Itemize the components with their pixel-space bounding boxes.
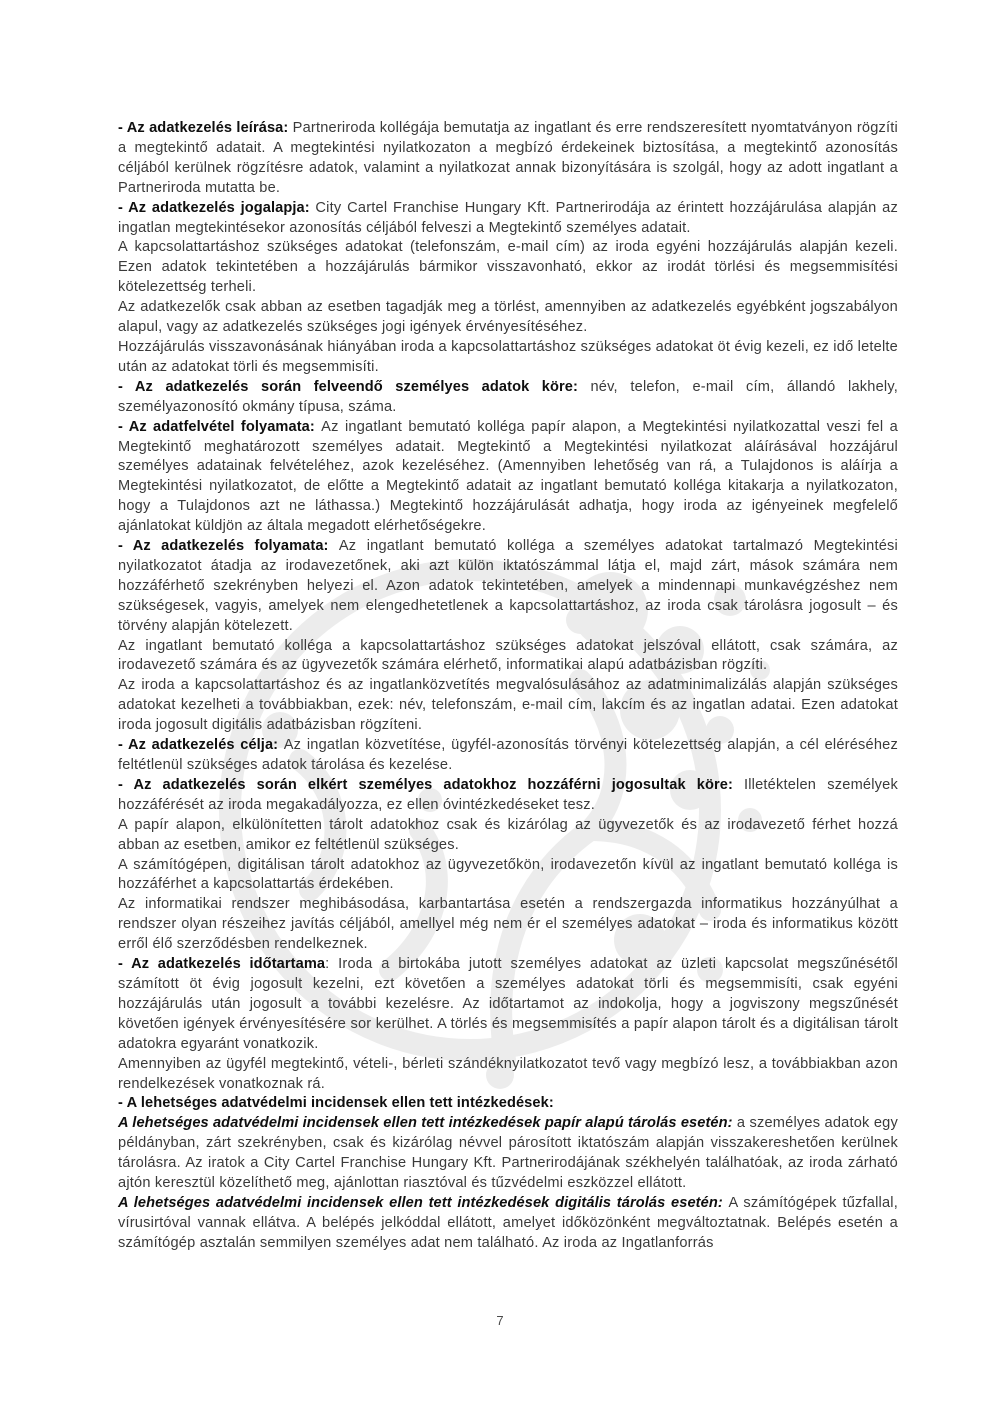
paragraph — [118, 338, 898, 378]
text-run: Hozzájárulás visszavonásának hiányában iroda a kapcsolattartáshoz szükséges adatokat öt évig kezeli, ez idő letelte után az adatokat törli és megsemmisíti. — [118, 338, 898, 375]
paragraph — [118, 637, 898, 677]
paragraph — [118, 676, 898, 736]
paragraph — [118, 1114, 898, 1194]
paragraph — [118, 895, 898, 955]
paragraph — [118, 955, 898, 1055]
paragraph — [118, 119, 898, 199]
paragraph — [118, 856, 898, 896]
heading-run: - Az adatkezelés folyamata: — [118, 538, 339, 555]
paragraph — [118, 418, 898, 537]
heading-run: - Az adatkezelés során elkért személyes adatokhoz hozzáférni jogosultak köre: — [118, 776, 744, 793]
heading-run: - A lehetséges adatvédelmi incidensek ellen tett intézkedések: — [118, 1095, 554, 1112]
text-run: A számítógépen, digitálisan tárolt adatokhoz az ügyvezetőkön, irodavezetőn kívül az ingatlant bemutató kolléga is hozzáférhet a kapcsolattartás érdekében. — [118, 856, 898, 893]
document-body — [118, 119, 898, 1254]
text-run: A kapcsolattartáshoz szükséges adatokat (telefonszám, e-mail cím) az iroda egyéni hozzájárulás alapján kezeli. Ezen adatok tekintetében a hozzájárulás bármikor visszavonható, ekkor az irodát törlési és megsemmisítési kötelezettség terheli. — [118, 239, 898, 296]
paragraph — [118, 537, 898, 637]
text-run: City Cartel Franchise Hungary Kft. Partnerirodája az érintett hozzájárulása alapján az ingatlan megtekintésekor azonosítás céljából felveszi a Megtekintő személyes adatait. — [118, 199, 898, 236]
paragraph — [118, 1194, 898, 1254]
text-run: a személyes adatok egy példányban, zárt szekrényben, csak és kizárólag névvel párosított iktatószám alapján visszakereshetően kerülnek tárolásra. Az iratok a City Cartel Franchise Hungary Kft. Partnerirodájának székhelyén találhatóak, az iroda zárható ajtón keresztül közelíthető meg, ajánlottan riasztóval és tűzvédelmi eszközzel ellátott. — [118, 1115, 898, 1192]
text-run: Az adatkezelők csak abban az esetben tagadják meg a törlést, amennyiben az adatkezelés egyébként jogszabályon alapul, vagy az adatkezelés szükséges jogi igények érvényesítéséhez. — [118, 299, 898, 336]
paragraph — [118, 378, 898, 418]
paragraph — [118, 1094, 898, 1114]
heading-run: - Az adatkezelés jogalapja: — [118, 199, 316, 216]
heading-run: - Az adatfelvétel folyamata: — [118, 418, 322, 435]
text-run: Az ingatlant bemutató kolléga a kapcsolattartáshoz szükséges adatokat jelszóval ellátott, csak számára, az irodavezető számára és az ügyvezetők számára elérhető, informatikai alapú adatbázisban rögzíti. — [118, 637, 898, 674]
text-run: Az ingatlan közvetítése, ügyfél-azonosítás törvényi kötelezettség alapján, a cél eléréséhez feltétlenül szükséges adatok tárolása és kezelése. — [118, 737, 898, 773]
page-number: 7 — [496, 1313, 504, 1328]
paragraph — [118, 816, 898, 856]
text-run: Az ingatlant bemutató kolléga papír alapon, a Megtekintési nyilatkozattal veszi fel a Megtekintő meghatározott személyes adatait. Megtekintő a Megtekintési nyilatkozat aláírásával hozzájárul személyes adatainak felvételéhez, azok kezeléséhez. (Amennyiben lehetőség van rá, a Tulajdonos is aláírja a Megtekintési nyilatkozatot, de előtte a Megtekintő adatait az ingatlant bemutató kolléga kitakarja a nyilatkozaton, hogy a Tulajdonos azt ne láthassa.) Megtekintő hozzájárulását adhatja, hogy iroda az igényeinek megfelelő ajánlatokat küldjön az általa megadott elérhetőségekre. — [118, 418, 898, 535]
text-run: Partneriroda kollégája bemutatja az ingatlant és erre rendszeresített nyomtatványon rögzíti a megtekintő adatait. A megtekintési nyilatkozaton a megbízó érdekeinek biztosítása, a megtekintő azonosítás céljából kerülnek rögzítésre adatok, valamint a nyilatkozat annak bizonyítására is szolgál, hogy az adott ingatlant a Partneriroda mutatta be. — [118, 120, 898, 196]
paragraph — [118, 298, 898, 338]
heading-run: A lehetséges adatvédelmi incidensek ellen tett intézkedések digitális tárolás esetén: — [118, 1194, 729, 1211]
text-run: Amennyiben az ügyfél megtekintő, vételi-, bérleti szándéknyilatkozatot tevő vagy megbízó lesz, a továbbiakban azon rendelkezések vonatkoznak rá. — [118, 1055, 898, 1092]
heading-run: - Az adatkezelés célja: — [118, 737, 284, 754]
text-run: : Iroda a birtokába jutott személyes adatokat az üzleti kapcsolat megszűnésétől számított öt évig jogosult kezelni, ezt követően a személyes adatokat törli és megsemmisíti, csak egyéni hozzájárulás után jogosult a további kezelésre. Az időtartamot az indokolja, hogy a jogviszony megszűnését követően igények érvényesítésére sor kerülhet. A törlés és megsemmisítés a papír alapon tárolt és a digitálisan tárolt adatokra egyaránt vonatkozik. — [118, 956, 898, 1052]
text-run: Az informatikai rendszer meghibásodása, karbantartása esetén a rendszergazda informatikus hozzányúlhat a rendszer olyan részeihez javítás céljából, amellyel még nem ér el személyes adatokat – iroda és informatikus között erről élő szerződésben rendelkeznek. — [118, 896, 898, 953]
paragraph — [118, 736, 898, 776]
text-run: Illetéktelen személyek hozzáférését az iroda megakadályozza, ez ellen óvintézkedéseket tesz. — [118, 776, 898, 813]
heading-run: - Az adatkezelés időtartama — [118, 956, 326, 973]
text-run: A számítógépek tűzfallal, vírusirtóval vannak ellátva. A belépés jelkóddal ellátott, amelyet időközönként megváltoztatnak. Belépés esetén a számítógép asztalán semmilyen személyes adat nem található. Az iroda az Ingatlanforrás — [118, 1194, 898, 1251]
text-run: A papír alapon, elkülönítetten tárolt adatokhoz csak és kizárólag az ügyvezetők és az irodavezető férhet hozzá abban az esetben, amikor ez feltétlenül szükséges. — [118, 816, 898, 853]
heading-run: A lehetséges adatvédelmi incidensek ellen tett intézkedések papír alapú tárolás esetén: — [118, 1115, 737, 1132]
heading-run: - Az adatkezelés során felveendő személyes adatok köre: — [118, 378, 591, 395]
paragraph — [118, 238, 898, 298]
paragraph — [118, 1055, 898, 1095]
text-run: Az ingatlant bemutató kolléga a személyes adatokat tartalmazó Megtekintési nyilatkozatot átadja az irodavezetőnek, aki azt külön iktatószámmal látja el, majd zárt, mások számára nem hozzáférhető szekrényben helyezi el. Azon adatok tekintetében, amelyek a mindennapi munkavégzéshez nem szükségesek, vagyis, amelyek nem elengedhetetlenek a kapcsolattartáshoz, az iroda csak tárolásra jogosult – és törvény alapján kötelezett. — [118, 538, 898, 634]
paragraph — [118, 776, 898, 816]
text-run: név, telefon, e-mail cím, állandó lakhely, személyazonosító okmány típusa, száma. — [118, 378, 898, 415]
heading-run: - Az adatkezelés leírása: — [118, 120, 293, 136]
text-run: Az iroda a kapcsolattartáshoz és az ingatlanközvetítés megvalósulásához az adatminimalizálás alapján szükséges adatokat kezelheti a továbbiakban, ezek: név, telefonszám, e-mail cím, lakcím és az ingatlan adatai. Ezen adatokat iroda jogosult digitális adatbázisban rögzíteni. — [118, 677, 898, 734]
paragraph — [118, 199, 898, 239]
